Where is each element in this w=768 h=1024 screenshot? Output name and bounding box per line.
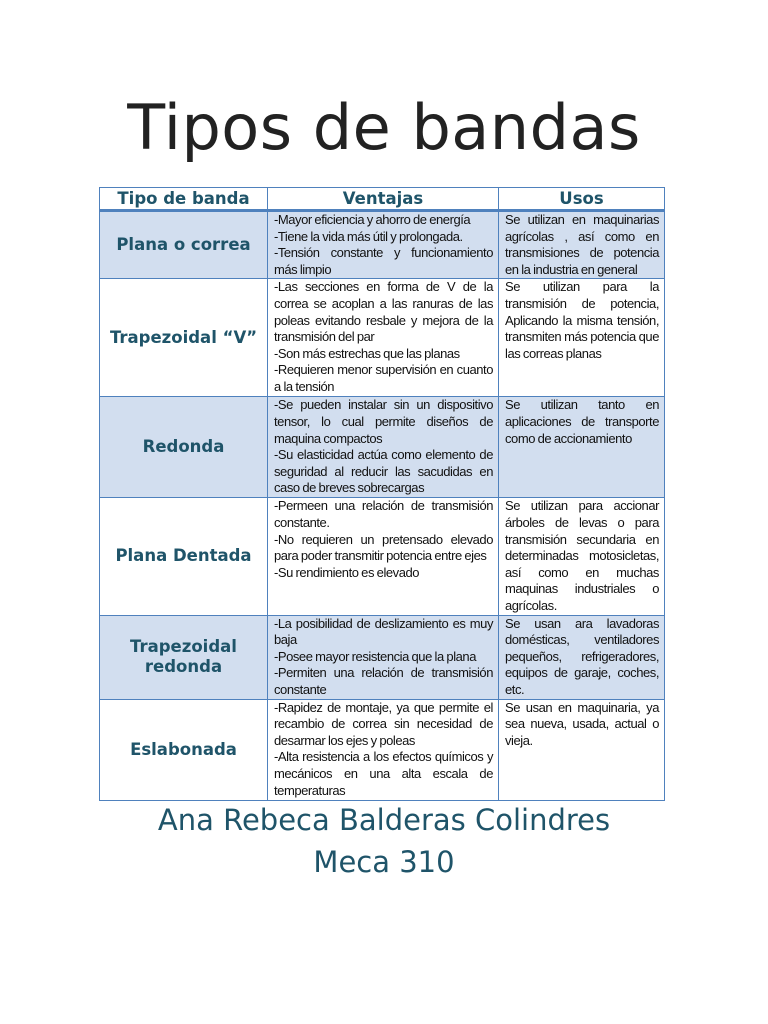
- table-row: [100, 699, 665, 800]
- cell-line: -Tensión constante y funcionamiento más limpio: [274, 245, 493, 277]
- cell-line: Se usan ara lavadoras domésticas, ventiladores pequeños, refrigeradores, equipos de garaje, coches, etc.: [505, 615, 659, 697]
- cell-line: -Su elasticidad actúa como elemento de seguridad al reducir las sacudidas en caso de breves sobrecargas: [274, 447, 493, 496]
- cell-line: Se usan en maquinaria, ya sea nueva, usada, actual o vieja.: [505, 699, 659, 748]
- cell-line: -Alta resistencia a los efectos químicos y mecánicos en una alta escala de temperaturas: [274, 749, 493, 798]
- cell-tipo: Redonda: [100, 397, 268, 498]
- table-row: [100, 498, 665, 615]
- cell-usos: [499, 211, 665, 279]
- table-row: [100, 397, 665, 498]
- cell-line: -Permeen una relación de transmisión constante.: [274, 498, 493, 530]
- cell-tipo: Trapezoidal redonda: [100, 615, 268, 699]
- cell-ventajas: [268, 699, 499, 800]
- band-types-table: [99, 187, 665, 801]
- table-row: [100, 615, 665, 699]
- cell-line: -La posibilidad de deslizamiento es muy baja: [274, 615, 493, 648]
- author-name: Ana Rebeca Balderas Colindres: [157, 803, 611, 837]
- group-label: Meca 310: [313, 845, 455, 879]
- cell-usos: [499, 699, 665, 800]
- cell-usos: [499, 498, 665, 615]
- cell-line: -Requieren menor supervisión en cuanto a la tensión: [274, 362, 493, 394]
- table-header-row: [100, 188, 665, 211]
- cell-line: -Las secciones en forma de V de la correa se acoplan a las ranuras de las poleas evitando resbale y mejora de la transmisión del par: [274, 279, 493, 345]
- cell-tipo: Trapezoidal “V”: [100, 279, 268, 397]
- cell-line: Se utilizan en maquinarias agrícolas , así como en transmisiones de potencia en la industria en general: [505, 212, 659, 277]
- cell-line: -Permiten una relación de transmisión constante: [274, 665, 493, 697]
- cell-usos: [499, 615, 665, 699]
- cell-line: Se utilizan para accionar árboles de levas o para transmisión secundaria en determinadas motosicletas, así como en muchas maquinas industriales o agrícolas.: [505, 498, 659, 613]
- cell-ventajas: [268, 615, 499, 699]
- cell-tipo: Eslabonada: [100, 699, 268, 800]
- cell-line: -Se pueden instalar sin un dispositivo tensor, lo cual permite diseños de maquina compactos: [274, 397, 493, 446]
- cell-tipo: Plana Dentada: [100, 498, 268, 615]
- cell-line: Se utilizan tanto en aplicaciones de transporte como de accionamiento: [505, 397, 659, 446]
- cell-usos: [499, 279, 665, 397]
- cell-line: -No requieren un pretensado elevado para poder transmitir potencia entre ejes: [274, 531, 493, 564]
- header-tipo: Tipo de banda: [100, 188, 268, 211]
- cell-ventajas: [268, 397, 499, 498]
- cell-line: -Mayor eficiencia y ahorro de energía: [274, 212, 471, 227]
- header-ventajas: Ventajas: [268, 188, 499, 211]
- cell-line: -Tiene la vida más útil y prolongada.: [274, 228, 463, 244]
- cell-line: Se utilizan para la transmisión de potencia, Aplicando la misma tensión, transmiten más potencia que las correas planas: [505, 279, 659, 361]
- cell-line: -Rapidez de montaje, ya que permite el recambio de correa sin necesidad de desarmar los ejes y poleas: [274, 699, 493, 748]
- cell-line: -Posee mayor resistencia que la plana: [274, 648, 476, 664]
- cell-line: -Son más estrechas que las planas: [274, 345, 460, 361]
- header-usos: Usos: [499, 188, 665, 211]
- cell-ventajas: [268, 498, 499, 615]
- table-row: [100, 279, 665, 397]
- cell-usos: [499, 397, 665, 498]
- cell-ventajas: [268, 279, 499, 397]
- cell-line: -Su rendimiento es elevado: [274, 564, 420, 580]
- table-row: [100, 211, 665, 279]
- cell-tipo: Plana o correa: [100, 211, 268, 279]
- page-title: Tipos de bandas: [127, 91, 641, 164]
- cell-ventajas: [268, 211, 499, 279]
